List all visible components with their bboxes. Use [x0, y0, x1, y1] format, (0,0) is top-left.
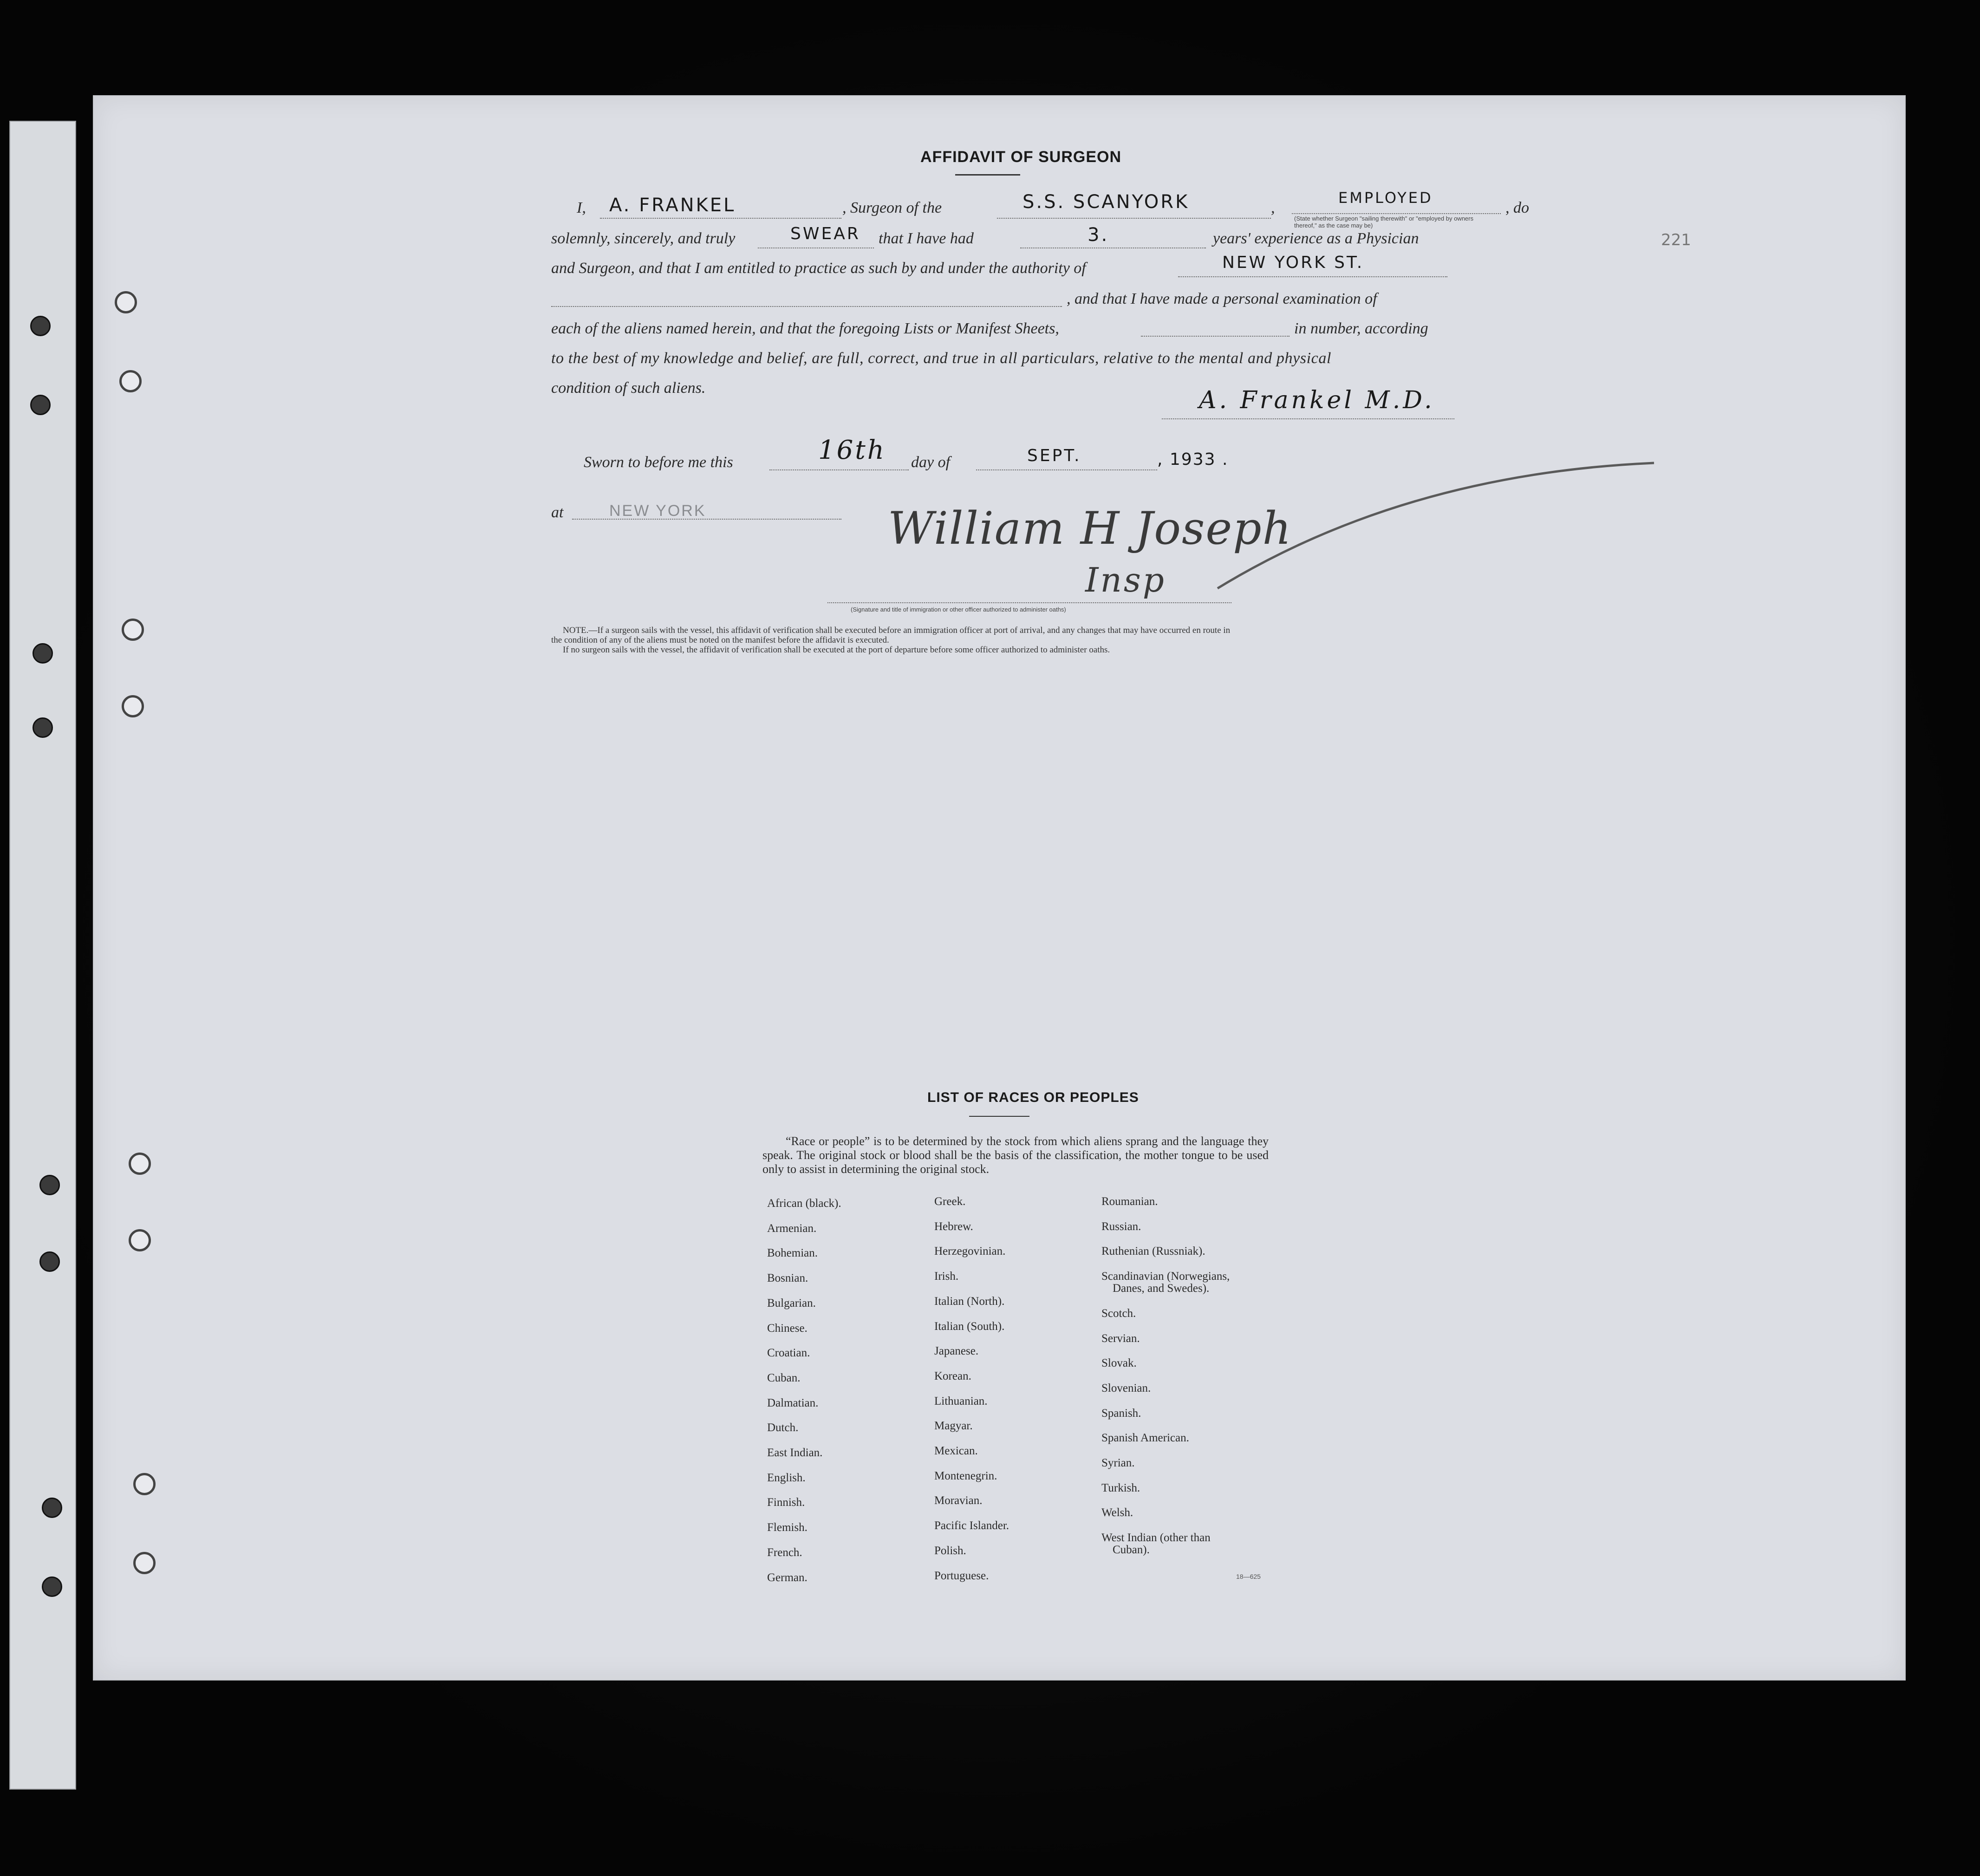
race-item: English. [767, 1471, 806, 1484]
sworn-text: day of [911, 454, 951, 471]
race-item: Herzegovinian. [934, 1245, 1006, 1258]
punch-hole [42, 1498, 62, 1518]
race-item: West Indian (other than [1101, 1531, 1211, 1544]
race-item: Cuban). [1113, 1544, 1150, 1557]
affidavit-text: years' experience as a Physician [1213, 230, 1419, 247]
affidavit-text: condition of such aliens. [551, 379, 706, 397]
punch-hole [39, 1251, 60, 1272]
affidavit-text: I, [577, 199, 586, 216]
punch-hole [133, 1552, 156, 1574]
ship-blank [997, 218, 1271, 219]
oath-type: SWEAR [790, 224, 860, 243]
affidavit-text: each of the aliens named herein, and that the foregoing Lists or Manifest Sheets, [551, 320, 1059, 337]
race-item: Dutch. [767, 1421, 799, 1434]
race-item: Servian. [1101, 1332, 1140, 1345]
employment-note: (State whether Surgeon "sailing therewith" or "employed by owners thereof," as the case may be) [1294, 215, 1473, 229]
race-item: Chinese. [767, 1322, 808, 1335]
sworn-day: 16th [818, 435, 886, 465]
officer-title: Insp [1085, 560, 1166, 599]
race-item: Bulgarian. [767, 1296, 816, 1309]
race-item: Bosnian. [767, 1272, 808, 1285]
race-item: Flemish. [767, 1521, 808, 1534]
race-item: Spanish American. [1101, 1432, 1189, 1445]
officer-signature-line [827, 602, 1231, 603]
month-blank [976, 469, 1157, 470]
punch-hole [30, 395, 51, 415]
authority-blank [1178, 276, 1447, 277]
day-blank [769, 469, 909, 470]
race-item: Spanish. [1101, 1407, 1141, 1420]
affidavit-text: , and that I have made a personal examination of [1067, 290, 1377, 307]
ship-name: S.S. SCANYORK [1023, 191, 1190, 213]
name-blank [600, 218, 841, 219]
race-item: Montenegrin. [934, 1469, 997, 1482]
sworn-place-stamp: NEW YORK [609, 502, 706, 520]
punch-hole [33, 643, 53, 664]
race-item: Cuban. [767, 1371, 801, 1384]
sworn-text: Sworn to before me this [584, 454, 733, 471]
race-item: Polish. [934, 1544, 966, 1557]
at-label: at [551, 504, 564, 521]
race-item: Italian (North). [934, 1295, 1005, 1308]
race-item: Pacific Islander. [934, 1519, 1010, 1532]
race-item: Hebrew. [934, 1220, 973, 1233]
affidavit-text: and Surgeon, and that I am entitled to practice as such by and under the authority of [551, 260, 1086, 277]
race-item: Greek. [934, 1195, 966, 1208]
punch-hole [129, 1229, 151, 1251]
note-line: NOTE.—If a surgeon sails with the vessel, this affidavit of verification shall be executed before an immigration officer at port of arrival, and any changes that may have occurred en route in [563, 625, 1231, 635]
punch-hole [115, 291, 137, 313]
surgeon-signature: A. Frankel M.D. [1199, 386, 1435, 414]
race-item: Irish. [934, 1270, 959, 1283]
race-item: African (black). [767, 1197, 841, 1210]
manifest-page [93, 95, 1906, 1681]
authority-blank-2 [551, 306, 1062, 307]
race-item: East Indian. [767, 1446, 823, 1459]
signature-flourish [1208, 454, 1663, 593]
signature-caption: (Signature and title of immigration or other officer authorized to administer oaths) [851, 606, 1066, 613]
affidavit-text: , Surgeon of the [842, 199, 942, 216]
race-item: Japanese. [934, 1345, 979, 1358]
race-item: Scandinavian (Norwegians, [1101, 1270, 1230, 1283]
race-item: Bohemian. [767, 1247, 818, 1260]
race-item: Moravian. [934, 1494, 983, 1507]
licensing-authority: NEW YORK ST. [1222, 253, 1364, 272]
race-item: German. [767, 1571, 808, 1584]
race-item: Syrian. [1101, 1457, 1135, 1469]
race-item: Scotch. [1101, 1307, 1136, 1320]
race-item: Slovenian. [1101, 1381, 1151, 1394]
race-item: Slovak. [1101, 1357, 1137, 1370]
race-item: French. [767, 1546, 802, 1559]
punch-hole [33, 717, 53, 738]
note-line: If no surgeon sails with the vessel, the affidavit of verification shall be executed at the port of departure before some officer authorized to administer oaths. [563, 645, 1110, 655]
punch-hole [122, 619, 144, 641]
title-rule [955, 174, 1020, 176]
races-title: LIST OF RACES OR PEOPLES [927, 1090, 1139, 1105]
race-item: Mexican. [934, 1445, 978, 1457]
punch-hole [39, 1175, 60, 1195]
race-item: Portuguese. [934, 1569, 989, 1582]
race-item: Magyar. [934, 1420, 973, 1433]
affidavit-text: , [1271, 199, 1275, 216]
punch-hole [133, 1473, 156, 1495]
race-item: Finnish. [767, 1496, 805, 1509]
officer-signature: William H Joseph [888, 502, 1292, 554]
affidavit-text: to the best of my knowledge and belief, are full, correct, and true in all particulars, relative to the mental and physical [551, 350, 1332, 367]
sheets-blank [1141, 336, 1290, 337]
note-line: the condition of any of the aliens must be noted on the manifest before the affidavit is executed. [551, 635, 889, 645]
affidavit-text: solemnly, sincerely, and truly [551, 230, 736, 247]
race-item: Turkish. [1101, 1481, 1140, 1494]
race-item: Italian (South). [934, 1320, 1005, 1333]
punch-hole [119, 370, 142, 392]
punch-hole [42, 1576, 62, 1597]
race-item: Armenian. [767, 1222, 817, 1235]
race-item: Russian. [1101, 1220, 1141, 1233]
surgeon-name: A. FRANKEL [609, 195, 736, 216]
back-sheet-edge [9, 121, 76, 1790]
sworn-year: , 1933 . [1157, 450, 1229, 469]
race-item: Korean. [934, 1369, 971, 1382]
race-item: Lithuanian. [934, 1394, 988, 1407]
page-number: 221 [1661, 231, 1691, 249]
race-item: Roumanian. [1101, 1195, 1158, 1208]
affidavit-text: , do [1505, 199, 1529, 216]
race-item: Welsh. [1101, 1506, 1133, 1519]
affidavit-title: AFFIDAVIT OF SURGEON [920, 148, 1122, 166]
race-item: Ruthenian (Russniak). [1101, 1245, 1205, 1258]
races-intro: “Race or people” is to be determined by the stock from which aliens sprang and the language they speak. The original stock or blood shall be the basis of the classification, the mother tongue to be used only to assist in determining the original stock. [762, 1134, 1269, 1176]
sworn-month: SEPT. [1027, 446, 1081, 465]
form-number: 18—625 [1236, 1573, 1261, 1580]
punch-hole [30, 316, 51, 336]
race-item: Danes, and Swedes). [1113, 1282, 1210, 1295]
race-item: Dalmatian. [767, 1396, 819, 1409]
affidavit-text: that I have had [879, 230, 974, 247]
employment-status: EMPLOYED [1338, 189, 1433, 207]
punch-hole [129, 1153, 151, 1175]
races-title-rule [969, 1116, 1029, 1117]
affidavit-text: in number, according [1294, 320, 1428, 337]
race-item: Croatian. [767, 1347, 810, 1360]
signature-line [1162, 418, 1454, 419]
employ-blank [1292, 213, 1501, 214]
years-experience: 3. [1088, 224, 1109, 246]
punch-hole [122, 695, 144, 717]
